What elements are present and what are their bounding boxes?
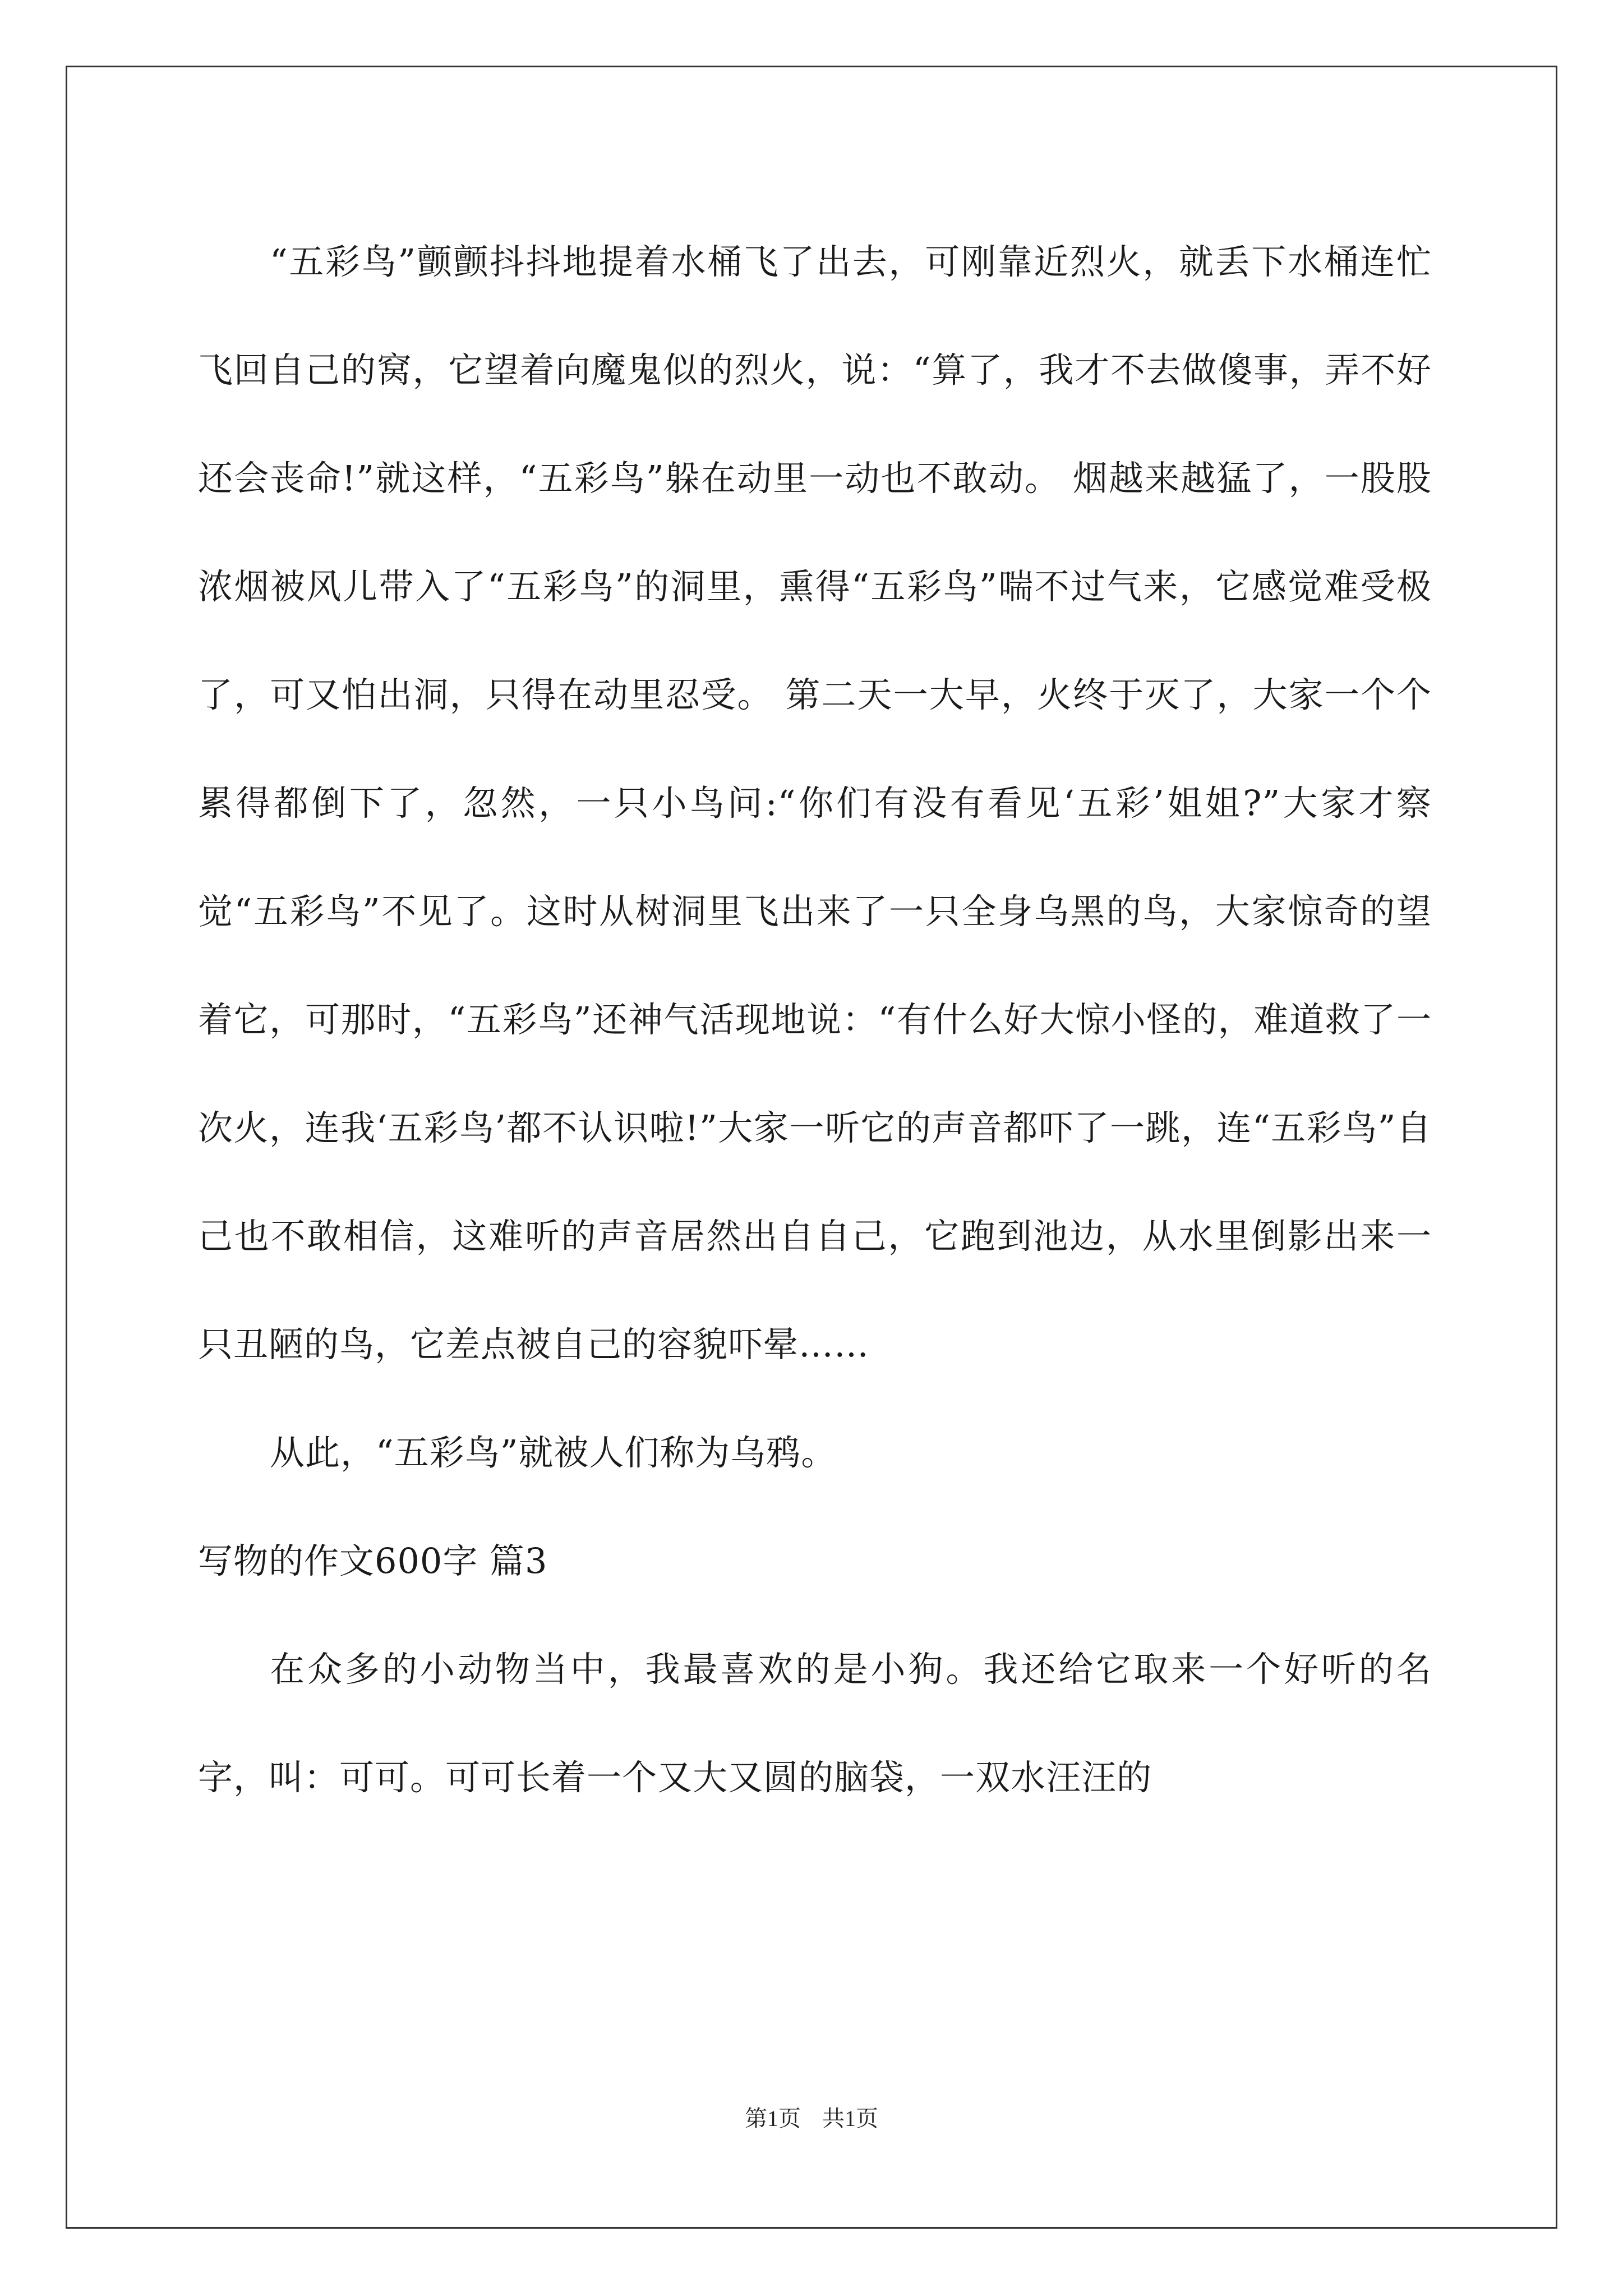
paragraph-story-continuation: “五彩鸟”颤颤抖抖地提着水桶飞了出去，可刚靠近烈火，就丢下水桶连忙飞回自己的窝，它望着向魔鬼似的烈火，说：“算了，我才不去做傻事，弄不好还会丧命!”就这样，“五彩鸟”躲在动里一动也不敢动。 烟越来越猛了，一股股浓烟被风儿带入了“五彩鸟”的洞里，熏得“五彩鸟”喘不过气来，它感觉难受极了，可又怕出洞，只得在动里忍受。 第二天一大早，火终于灭了，大家一个个累得都倒下了，忽然，一只小鸟问:“你们有没有看见‘五彩’姐姐?”大家才察觉“五彩鸟”不见了。这时从树洞里飞出来了一只全身乌黑的鸟，大家惊奇的望着它，可那时，“五彩鸟”还神气活现地说：“有什么好大惊小怪的，难道救了一次火，连我‘五彩鸟’都不认识啦!”大家一听它的声音都吓了一跳，连“五彩鸟”自己也不敢相信，这难听的声音居然出自自己，它跑到池边，从水里倒影出来一只丑陋的鸟，它差点被自己的容貌吓晕…… bbox=[198, 241, 1432, 1365]
page-total: 共1页 bbox=[822, 2106, 878, 2131]
page-number: 第1页 bbox=[745, 2106, 801, 2131]
paragraph-story-ending: 从此，“五彩鸟”就被人们称为乌鸦。 bbox=[270, 1432, 837, 1473]
page-footer bbox=[0, 2101, 1623, 2133]
section-heading: 写物的作文600字 篇3 bbox=[198, 1540, 548, 1581]
paragraph-essay-3-opening: 在众多的小动物当中，我最喜欢的是小狗。我还给它取来一个好听的名字，叫：可可。可可长着一个又大又圆的脑袋，一双水汪汪的 bbox=[198, 1649, 1432, 1798]
document-body bbox=[198, 208, 1432, 1832]
